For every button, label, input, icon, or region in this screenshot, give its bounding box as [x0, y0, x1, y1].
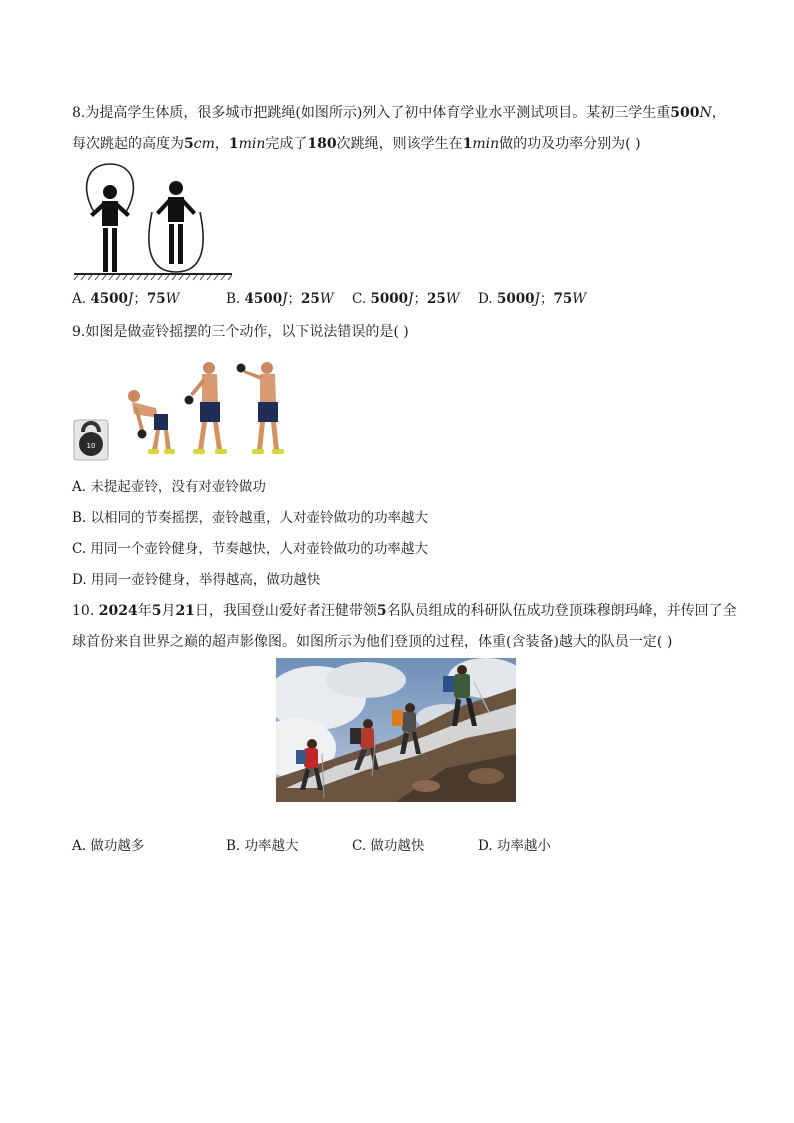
q10-option-a[interactable]: A. 做功越多 — [72, 838, 145, 854]
q8-option-b[interactable]: B. 4500J；25W — [226, 291, 334, 307]
q10-option-b[interactable]: B. 功率越大 — [226, 838, 299, 854]
q8-option-c[interactable]: C. 5000J；25W — [352, 291, 460, 307]
q10-stem-line2: 球首份来自世界之巅的超声影像图。如图所示为他们登顶的过程，体重(含装备)越大的队员一定( ) — [72, 634, 673, 650]
q9-option-c[interactable]: C. 用同一个壶铃健身，节奏越快，人对壶铃做功的功率越大 — [72, 541, 428, 557]
climbers-photo — [276, 658, 516, 802]
q8-option-d[interactable]: D. 5000J；75W — [478, 291, 587, 307]
q10-option-c[interactable]: C. 做功越快 — [352, 838, 425, 854]
q10-option-d[interactable]: D. 功率越小 — [478, 838, 551, 854]
kettlebell-weight-label: 10 — [86, 442, 96, 450]
q8-stem-line2: 每次跳起的高度为5cm，1min完成了180次跳绳，则该学生在1min做的功及功率分别为( ) — [72, 136, 641, 152]
q9-option-b[interactable]: B. 以相同的节奏摇摆，壶铃越重，人对壶铃做功的功率越大 — [72, 510, 429, 526]
q8-stem-line1: 8.为提高学生体质，很多城市把跳绳(如图所示)列入了初中体育学业水平测试项目。某初三学生重500N， — [72, 105, 726, 121]
jump-rope-figure — [72, 160, 234, 282]
swing-pose-3 — [237, 362, 285, 454]
kettlebell-swing-figure — [72, 358, 286, 462]
q8-option-a[interactable]: A. 4500J；75W — [72, 291, 180, 307]
q9-option-d[interactable]: D. 用同一壶铃健身，举得越高，做功越快 — [72, 572, 321, 588]
q9-stem: 9.如图是做壶铃摇摆的三个动作，以下说法错误的是( ) — [72, 324, 409, 340]
q9-option-a[interactable]: A. 未提起壶铃，没有对壶铃做功 — [72, 479, 266, 495]
swing-pose-1 — [128, 390, 175, 454]
q10-stem-line1: 10. 2024年5月21日，我国登山爱好者汪健带领5名队员组成的科研队伍成功登顶珠穆朗玛峰，并传回了全 — [72, 603, 737, 619]
swing-pose-2 — [185, 362, 228, 454]
